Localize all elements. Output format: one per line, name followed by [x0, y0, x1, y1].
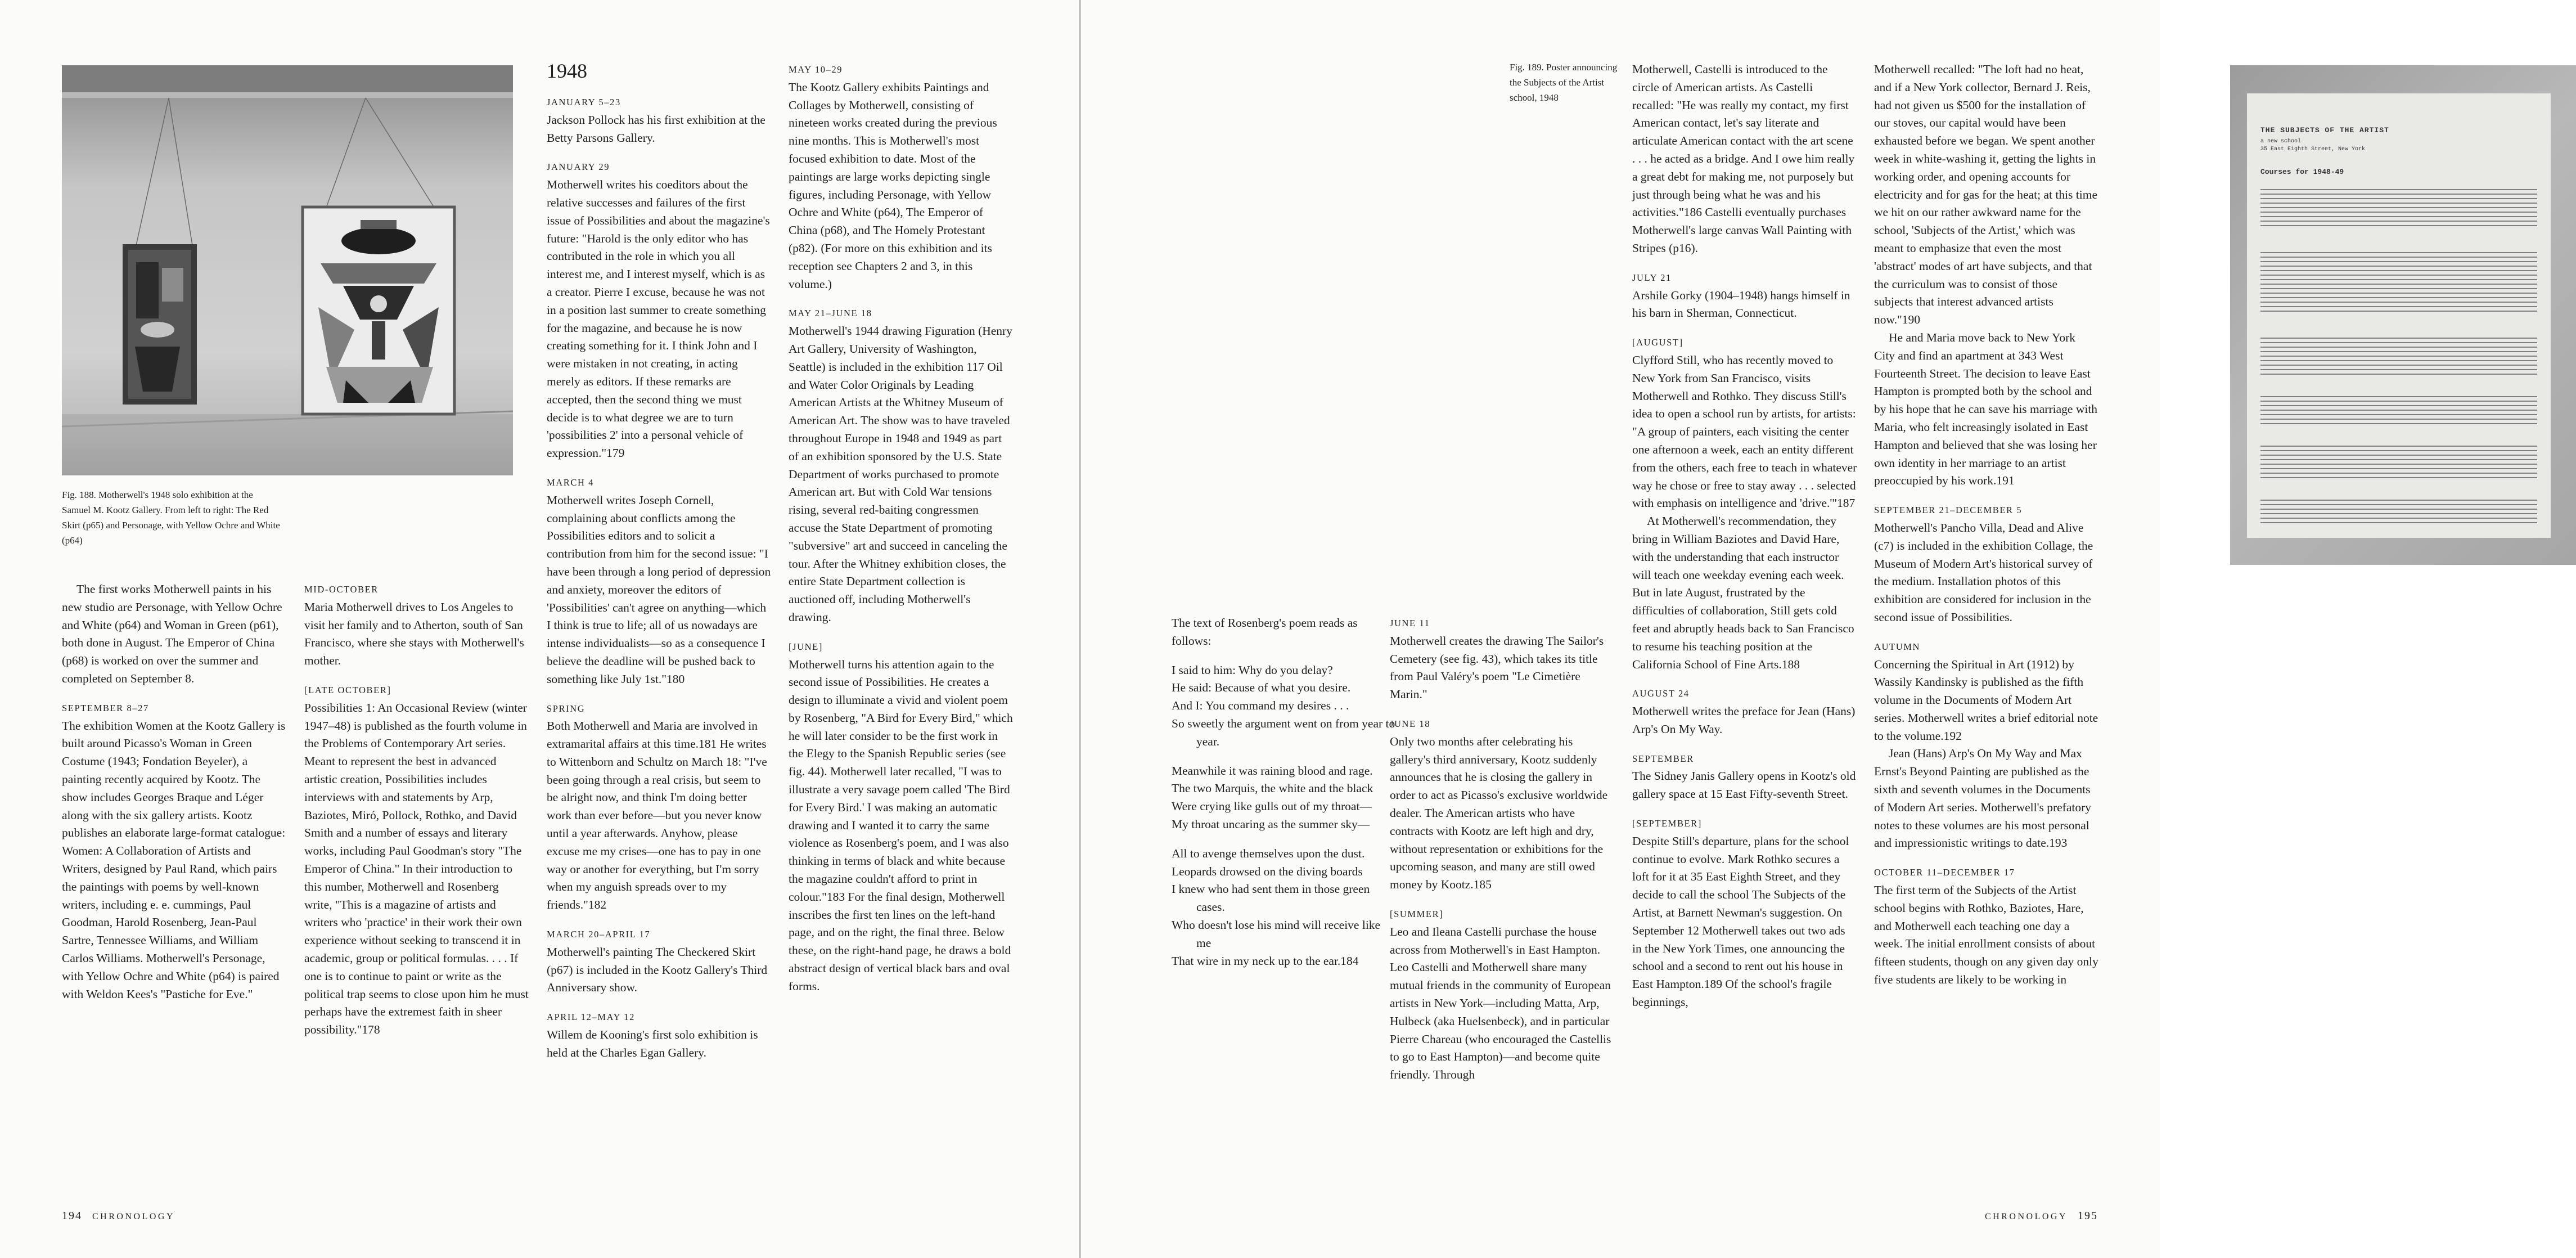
right-column-3	[1632, 61, 1857, 1012]
figure-189-caption: Fig. 189. Poster announcing the Subjects of the Artist school, 1948	[1510, 62, 1618, 103]
body-paragraph: The exhibition Women at the Kootz Gallery is built around Picasso's Woman in Green Costume (1943; Fondation Beyeler), a painting recently acquired by Kootz. The show includes Georges Braque and Léger along with the six gallery artists. Kootz publishes an elaborate large-format catalogue: Women: A Collaboration of Artists and Writers, designed by Paul Rand, which pairs the paintings with poems by well-known writers, including e. e. cummings, Paul Goodman, Harold Rosenberg, Jean-Paul Sartre, Tennessee Williams, and William Carlos Williams. Motherwell's Personage, with Yellow Ochre and White (p64) is paired with Weldon Kees's "Pastiche for Eve."	[62, 718, 286, 1001]
body-paragraph: The text of Rosenberg's poem reads as follows:	[1172, 616, 1358, 648]
paragraph-gap	[1172, 834, 1397, 845]
body-paragraph: Motherwell's Pancho Villa, Dead and Alive (c7) is included in the exhibition Collage, the Museum of Modern Art's historical survey of the medium. Installation photos of this exhibition are considered for inclusion in the second issue of Possibilities.	[1874, 520, 2093, 624]
date-heading: MAY 10–29	[789, 64, 843, 75]
poster-title: THE SUBJECTS OF THE ARTIST	[2260, 126, 2389, 134]
body-paragraph: Motherwell writes Joseph Cornell, complaining about conflicts among the Possibilities editors and to solicit a contribution from him for the second issue: "I have been through a long period of depression and anxiety, moreover the editors of 'Possibilities' can't agree on anything—which I think is true to life; all of us nowadays are intense individualists—so as a consequence I believe the deadline will be pushed back to something like July 1st."180	[547, 493, 771, 686]
paragraph-gap	[1172, 751, 1397, 762]
left-column-1	[62, 581, 287, 1003]
date-heading: AUGUST 24	[1632, 688, 1690, 699]
poem-line: And I: You command my desires . . .	[1172, 699, 1349, 713]
body-paragraph: Possibilities 1: An Occasional Review (winter 1947–48) is published as the fourth volume in the Problems of Contemporary Art series. Meant to represent the best in advanced artistic creation, Possibilities includes interviews with and statements by Arp, Baziotes, Miró, Pollock, Rothko, and David Smith and a number of essays and literary works, including Paul Goodman's story "The Emperor of China." In their introduction to this number, Motherwell and Rosenberg write, "This is a magazine of artists and writers who 'practice' in their work their own experience without seeking to transcend it in academic, group or political formulas. . . . If one is to continue to paint or write as the political trap seems to close upon him he must perhaps have the extremest faith in sheer possibility."178	[304, 700, 529, 1037]
date-heading: SEPTEMBER 8–27	[62, 702, 149, 713]
paragraph-gap	[789, 293, 1014, 304]
body-paragraph: He and Maria move back to New York City and find an apartment at 343 West Fourteenth Street. The decision to leave East Hampton is prompted both by the school and by his hope that he can save his marriage with Maria, who felt increasingly isolated in East Hampton and believed that she was losing her own identity in her marriage to an artist preoccupied by his work.191	[1874, 330, 2098, 488]
date-heading: [SUMMER]	[1390, 908, 1444, 919]
body-paragraph: Leo and Ileana Castelli purchase the house across from Motherwell's in East Hampton. Leo Castelli and Motherwell share many mutual friends in the community of European artists in New York—including Matta, Arp, Hulbeck (aka Huelsenbeck), and in particular Pierre Chareau (who encouraged the Castellis to go to East Hampton)—and become quite friendly. Through	[1390, 924, 1611, 1082]
figure-188-exhibition-photo	[62, 65, 513, 475]
body-paragraph: The first term of the Subjects of the Artist school begins with Rothko, Baziotes, Hare, and Motherwell each teaching one day a week. The initial enrollment consists of about fifteen students, though on any given day only five students are likely to be working in	[1874, 883, 2098, 987]
poem-line: All to avenge themselves upon the dust.	[1172, 846, 1365, 860]
date-heading: AUTUMN	[1874, 641, 1921, 652]
poster-heading: Courses for 1948-49	[2260, 168, 2344, 176]
poster-sheet	[2247, 93, 2551, 538]
paragraph-gap	[1172, 650, 1397, 662]
paragraph-gap	[304, 670, 529, 681]
body-paragraph: Motherwell's 1944 drawing Figuration (Henry Art Gallery, University of Washington, Seattle) is included in the exhibition 117 Oil and Water Color Originals by Leading American Artists at the Whitney Museum of American Art. The show was to have traveled throughout Europe in 1948 and 1949 as part of an exhibition sponsored by the U.S. State Department of works purchased to promote American art. But with Cold War tensions rising, several red-baiting congressmen accuse the State Department of promoting "subversive" art and succeed in canceling the tour. After the Whitney exhibition closes, the entire State Department collection is auctioned off, including Motherwell's drawing.	[789, 324, 1012, 624]
date-heading: MID-OCTOBER	[304, 584, 379, 595]
figure-189-poster-photo	[2230, 65, 2576, 565]
paragraph-gap	[1632, 258, 1857, 269]
poem-line: My throat uncaring as the summer sky—	[1172, 817, 1370, 831]
body-paragraph: Arshile Gorky (1904–1948) hangs himself in his barn in Sherman, Connecticut.	[1632, 288, 1850, 320]
poem-line: So sweetly the argument went on from year to year.	[1172, 716, 1395, 748]
body-paragraph: Jackson Pollock has his first exhibition at the Betty Parsons Gallery.	[547, 113, 765, 145]
poem-line: I said to him: Why do you delay?	[1172, 663, 1333, 677]
figure-188-caption: Fig. 188. Motherwell's 1948 solo exhibition at the Samuel M. Kootz Gallery. From left to right: The Red Skirt (p65) and Personage, with Yellow Ochre and White (p64)	[62, 489, 280, 546]
body-paragraph: Motherwell writes his coeditors about the relative successes and failures of the first issue of Possibilities and about the magazine's future: "Harold is the only editor who has contributed in the role in which you all interest me, and I interest myself, which is as a creator. Pierre I excuse, because he was not in a position last summer to create something for the magazine, and because he is now creating something for it. I think John and I were mistaken in not creating, in acting merely as editors. If these remarks are accepted, then the second thing we must decide is to what degree we are to turn 'possibilities 2' into a personal vehicle of expression."179	[547, 178, 770, 460]
body-paragraph: Motherwell creates the drawing The Sailor's Cemetery (see fig. 43), which takes its title from Paul Valéry's poem "Le Cimetière Marin."	[1390, 634, 1604, 702]
paragraph-gap	[1390, 894, 1615, 905]
paragraph-gap	[789, 627, 1014, 638]
paragraph-gap	[547, 914, 772, 925]
paragraph-gap	[1632, 673, 1857, 685]
paragraph-gap	[1874, 852, 2099, 864]
date-heading: [SEPTEMBER]	[1632, 818, 1702, 829]
right-column-1	[1172, 614, 1397, 970]
paragraph-gap	[547, 462, 772, 474]
date-heading: MARCH 20–APRIL 17	[547, 929, 651, 940]
paragraph-gap	[62, 688, 287, 699]
body-paragraph: Only two months after celebrating his gallery's third anniversary, Kootz suddenly announces that he is closing the gallery in order to act as Picasso's exclusive worldwide dealer. The American artists who have contracts with Kootz are left high and dry, without representation or exhibitions for the upcoming season, and many are still owed money by Kootz.185	[1390, 734, 1608, 892]
date-heading: JUNE 11	[1390, 618, 1430, 628]
year-heading: 1948	[547, 60, 587, 82]
body-paragraph: Motherwell recalled: "The loft had no heat, and if a New York collector, Bernard J. Reis, had not given us $500 for the installation of our stoves, our capital would have been exhausted before we began. We spent another week in white-washing it, getting the lights in working order, and opening accounts for electricity and for gas for the heat; at this time we hit on our rather awkward name for the school, 'Subjects of the Artist,' which was meant to emphasize that even the most 'abstract' modes of art have subjects, and that the curriculum was to consist of those subjects that interest advanced artists now."190	[1874, 62, 2098, 327]
poem-line: He said: Because of what you desire.	[1172, 681, 1351, 695]
date-heading: MARCH 4	[547, 477, 595, 488]
paragraph-gap	[1874, 627, 2099, 638]
right-folio	[1975, 1208, 2098, 1224]
paragraph-gap	[547, 997, 772, 1008]
date-heading: JANUARY 5–23	[547, 97, 621, 107]
left-column-4	[789, 61, 1014, 996]
body-paragraph: Motherwell writes the preface for Jean (Hans) Arp's On My Way.	[1632, 704, 1856, 736]
poem-line: That wire in my neck up to the ear.184	[1172, 954, 1359, 968]
left-folio	[62, 1208, 185, 1224]
paragraph-gap	[1632, 739, 1857, 750]
body-paragraph: Maria Motherwell drives to Los Angeles to visit her family and to Atherton, south of San Francisco, where she stays with Motherwell's mother.	[304, 600, 524, 668]
body-paragraph: At Motherwell's recommendation, they bring in William Baziotes and David Hare, with the understanding that each instructor will teach one weekday evening each week. But in late August, frustrated by the difficulties of collaboration, Still gets cold feet and abruptly heads back to San Francisco to resume his teaching position at the California School of Fine Arts.188	[1632, 514, 1854, 671]
body-paragraph: The first works Motherwell paints in his new studio are Personage, with Yellow Ochre and White (p64) and Woman in Green (p61), both done in August. The Emperor of China (p68) is worked on over the summer and completed on September 8.	[62, 582, 282, 685]
date-heading: OCTOBER 11–DECEMBER 17	[1874, 867, 2015, 878]
right-page	[1081, 0, 2389, 1258]
date-heading: SPRING	[547, 703, 586, 714]
left-column-3	[547, 60, 772, 1062]
paragraph-gap	[547, 147, 772, 158]
body-paragraph: Motherwell, Castelli is introduced to the circle of American artists. As Castelli recalled: "He was really my contact, my first American contact, let's say literate and articulate American contact with the art scene . . . he acted as a bridge. And I owe him really a great debt for making me, not purposely but just through being what he was and his activities."186 Castelli eventually purchases Motherwell's large canvas Wall Painting with Stripes (p16).	[1632, 62, 1855, 255]
date-heading: [JUNE]	[789, 641, 823, 652]
body-paragraph: Both Motherwell and Maria are involved in extramarital affairs at this time.181 He writes to Wittenborn and Schultz on March 18: "I've been going through a real crisis, but seem to be alright now, and think I'm doing better work than ever before—but you never know until a year afterwards. Anyhow, please excuse me my crises—one has to pay in one way or another for everything, but I'm sorry when my anguish spreads over to my friends."182	[547, 719, 767, 912]
left-page	[0, 0, 1079, 1258]
date-heading: SEPTEMBER 21–DECEMBER 5	[1874, 505, 2023, 516]
body-paragraph: Concerning the Spiritual in Art (1912) by Wassily Kandinsky is published as the fifth volume in the Documents of Modern Art series. Motherwell writes a brief editorial note to the volume.192	[1874, 657, 2098, 743]
date-heading: [AUGUST]	[1632, 337, 1683, 348]
paragraph-gap	[1390, 704, 1615, 715]
poster-body-text	[2260, 189, 2537, 527]
exhibition-photo-drawing	[62, 65, 513, 475]
paragraph-gap	[1632, 322, 1857, 334]
right-running-head: CHRONOLOGY	[1985, 1212, 2068, 1221]
body-paragraph: Motherwell's painting The Checkered Skirt (p67) is included in the Kootz Gallery's Third Anniversary show.	[547, 945, 768, 995]
body-paragraph: Clyfford Still, who has recently moved to New York from San Francisco, visits Motherwell and Rothko. They discuss Still's idea to open a school run by artists, for artists: "A group of painters, each visiting the center one afternoon a week, each an entity different from the others, each free to teach in whatever way he chose or free to stay away . . . selected with emphasis on intelligence and 'drive.'"187	[1632, 353, 1857, 510]
left-running-head: CHRONOLOGY	[92, 1212, 175, 1221]
date-heading: SEPTEMBER	[1632, 753, 1694, 764]
left-page-number: 194	[62, 1210, 82, 1222]
right-page-number: 195	[2078, 1210, 2098, 1222]
date-heading: JANUARY 29	[547, 161, 610, 173]
body-paragraph: Motherwell turns his attention again to the second issue of Possibilities. He creates a design to illuminate a vivid and violent poem by Rosenberg, "A Bird for Every Bird," which he will later consider to be the first work in the Elegy to the Spanish Republic series (see fig. 44). Motherwell later recalled, "I was to illustrate a very savage poem called 'The Bird for Every Bird.' I was making an automatic drawing and I wanted it to carry the same violence as Rosenberg's poem, and I was also thinking in terms of black and white because the magazine couldn't afford to print in colour."183 For the final design, Motherwell inscribes the first ten lines on the left-hand page, and on the right, the final three. Below these, on the right-hand page, he draws a bold abstract design of vertical black bars and oval forms.	[789, 657, 1013, 993]
poem-line: The two Marquis, the white and the black	[1172, 781, 1373, 796]
body-paragraph: Despite Still's departure, plans for the school continue to evolve. Mark Rothko secures a loft for it at 35 East Eighth Street, and they decide to call the school The Subjects of the Artist, at Barnett Newman's suggestion. On September 12 Motherwell takes out two ads in the New York Times, one announcing the school and a second to rent out his house in East Hampton.189 Of the school's fragile beginnings,	[1632, 834, 1849, 1009]
body-paragraph: Jean (Hans) Arp's On My Way and Max Ernst's Beyond Painting are published as the sixth and seventh volumes in the Documents of Modern Art series. Motherwell's prefatory notes to these volumes are his most personal and impressionistic writings to date.193	[1874, 747, 2091, 850]
poem-line: Were crying like gulls out of my throat—	[1172, 799, 1372, 814]
paragraph-gap	[1874, 490, 2099, 501]
body-paragraph: The Sidney Janis Gallery opens in Kootz's old gallery space at 15 East Fifty-seventh Street.	[1632, 769, 1856, 801]
date-heading: MAY 21–JUNE 18	[789, 308, 872, 319]
poster-subtitle-1: a new school	[2260, 138, 2302, 145]
right-column-4	[1874, 61, 2099, 989]
poem-line: Who doesn't lose his mind will receive like me	[1172, 918, 1381, 950]
date-heading: JULY 21	[1632, 272, 1672, 283]
date-heading: APRIL 12–MAY 12	[547, 1012, 635, 1023]
poem-line: Meanwhile it was raining blood and rage.	[1172, 763, 1373, 778]
paragraph-gap	[547, 689, 772, 700]
right-column-2	[1390, 614, 1615, 1084]
poem-line: I knew who had sent them in those green cases.	[1172, 882, 1370, 914]
date-heading: [LATE OCTOBER]	[304, 684, 391, 695]
poster-subtitle-2: 35 East Eighth Street, New York	[2260, 146, 2366, 152]
date-heading: JUNE 18	[1390, 718, 1431, 729]
poem-line: Leopards drowsed on the diving boards	[1172, 864, 1363, 878]
paragraph-gap	[1632, 803, 1857, 815]
body-paragraph: The Kootz Gallery exhibits Paintings and Collages by Motherwell, consisting of nineteen works created during the previous nine months. This is Motherwell's most focused exhibition to date. Most of the paintings are large works depicting single figures, including Personage, with Yellow Ochre and White (p64), The Emperor of China (p68), and The Homely Protestant (p82). (For more on this exhibition and its reception see Chapters 2 and 3, in this volume.)	[789, 80, 997, 291]
body-paragraph: Willem de Kooning's first solo exhibition is held at the Charles Egan Gallery.	[547, 1028, 758, 1059]
left-column-2	[304, 581, 529, 1039]
